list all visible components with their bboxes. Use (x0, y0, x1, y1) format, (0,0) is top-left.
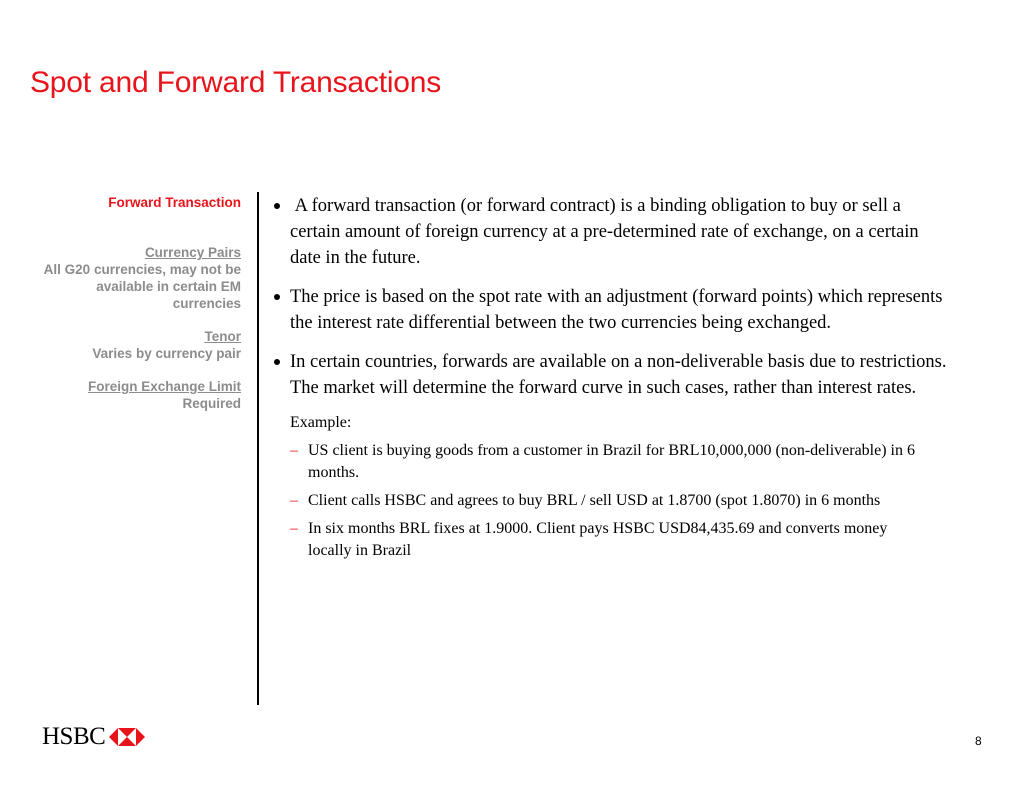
sidebar-group-currency-pairs (30, 244, 241, 312)
logo-text: HSBC (42, 723, 106, 750)
example-item (272, 490, 928, 512)
page-title: Spot and Forward Transactions (30, 66, 442, 99)
sidebar-value-fx-limit: Required (182, 396, 241, 411)
dash-icon: – (290, 442, 298, 459)
bullet-text: In certain countries, forwards are available on a non-deliverable basis due to restrictions. The market will determine the forward curve in such cases, rather than interest rates. (290, 352, 947, 398)
sidebar-group-tenor (30, 328, 241, 362)
bullet-dot-icon (274, 359, 280, 365)
sidebar-label-currency-pairs: Currency Pairs (144, 245, 241, 260)
bullet-dot-icon (274, 294, 280, 300)
bullet-text: The price is based on the spot rate with an adjustment (forward points) which represents the interest rate differential between the two currencies being exchanged. (290, 287, 943, 333)
dash-icon: – (290, 520, 298, 537)
bullet-item (272, 193, 952, 271)
main-content (272, 193, 952, 568)
vertical-divider (257, 192, 259, 705)
sidebar-label-fx-limit: Foreign Exchange Limit (87, 379, 241, 394)
example-item (272, 440, 928, 484)
page-number: 8 (975, 734, 982, 748)
example-text: In six months BRL fixes at 1.9000. Client pays HSBC USD84,435.69 and converts money locally in Brazil (308, 520, 888, 559)
sidebar-value-currency-pairs: All G20 currencies, may not be available in certain EM currencies (43, 262, 241, 311)
sidebar-group-fx-limit (30, 378, 241, 412)
bullet-text: A forward transaction (or forward contract) is a binding obligation to buy or sell a certain amount of foreign currency at a pre-determined rate of exchange, on a certain date in the future. (290, 196, 924, 268)
example-text: Client calls HSBC and agrees to buy BRL / sell USD at 1.8700 (spot 1.8070) in 6 months (308, 492, 881, 509)
hsbc-logo (42, 723, 145, 751)
example-label: Example: (290, 414, 352, 431)
example-text: US client is buying goods from a customer in Brazil for BRL10,000,000 (non-deliverable) in 6 months. (308, 442, 915, 481)
bullet-dot-icon (274, 203, 280, 209)
sidebar-value-tenor: Varies by currency pair (92, 346, 241, 361)
example-item (272, 518, 928, 562)
sidebar-heading: Forward Transaction (108, 195, 241, 210)
hexagon-logo-icon (109, 728, 145, 746)
dash-icon: – (290, 492, 298, 509)
sidebar-summary (30, 194, 241, 428)
bullet-item (272, 284, 952, 336)
bullet-item (272, 349, 952, 401)
sidebar-label-tenor: Tenor (204, 329, 241, 344)
